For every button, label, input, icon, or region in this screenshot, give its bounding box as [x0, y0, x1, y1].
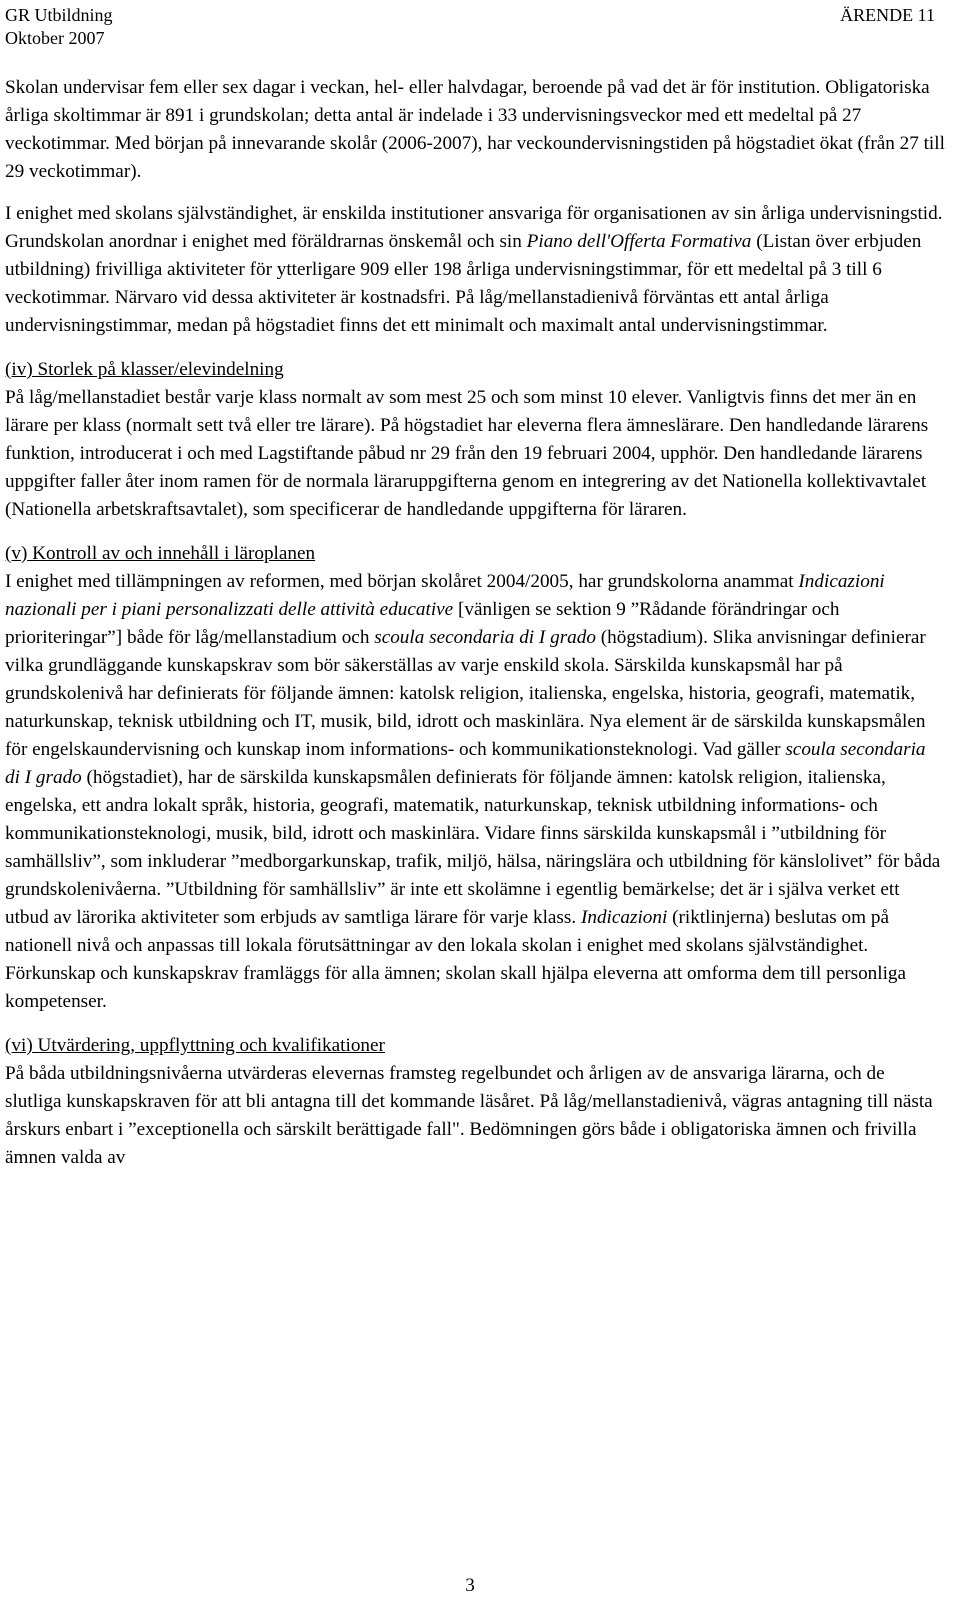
paragraph-school-autonomy: I enighet med skolans självständighet, är enskilda institutioner ansvariga för organisationen av sin årliga undervisningstid. Grundskolan anordnar i enighet med föräldrarnas önskemål och sin Piano dell'Offerta Formativa (Listan över erbjuden utbildning) frivilliga aktiviteter för ytterligare 909 eller 198 årliga undervisningstimmar, för ett medeltal på 3 till 6 veckotimmar. Närvaro vid dessa aktiviteter är kostnadsfri. På låg/mellanstadienivå förväntas ett antal årliga undervisningstimmar, medan på högstadiet finns det ett minimalt och maximalt antal undervisningstimmar. — [5, 203, 943, 336]
section-text-vi: På båda utbildningsnivåerna utvärderas elevernas framsteg regelbundet och årligen av de ansvariga lärarna, och de slutliga kunskapskraven för att bli antagna till det kommande läsåret. På låg/mellanstadienivå, vägras antagning till nästa årskurs enbart i ”exceptionella och särskilt berättigade fall". Bedömningen görs både i obligatoriska ämnen och frivilla ämnen valda av — [5, 1063, 933, 1168]
paragraph-school-hours: Skolan undervisar fem eller sex dagar i veckan, hel- eller halvdagar, beroende på vad det är för institution. Obligatoriska årliga skoltimmar är 891 i grundskolan; detta antal är indelade i 33 undervisningsveckor med ett medeltal på 27 veckotimmar. Med början på innevarande skolår (2006-2007), har veckoundervisningstiden på högstadiet ökat (från 27 till 29 veckotimmar). — [5, 77, 945, 182]
page-number: 3 — [465, 1575, 475, 1596]
header-org: GR Utbildning — [5, 5, 113, 25]
section-heading-iv: (iv) Storlek på klasser/elevindelning — [5, 359, 284, 380]
document-body — [5, 74, 945, 1172]
header-case: ÄRENDE 11 — [840, 5, 935, 25]
document-page — [5, 0, 950, 1611]
italic-term: Piano dell'Offerta Formativa — [526, 231, 752, 252]
section-text-iv: På låg/mellanstadiet består varje klass normalt av som mest 25 och som minst 10 elever. Vanligtvis finns det mer än en lärare per klass (normalt sett två eller tre lärare). På högstadiet har eleverna flera ämneslärare. Den handledande lärarens funktion, introducerat i och med Lagstiftande påbud nr 29 från den 19 februari 2004, upphör. Den handledande lärarens uppgifter faller åter inom ramen för de normala läraruppgifterna genom en integrering av det Nationella kollektivavtalet (Nationella arbetskraftsavtalet), som specificerar de handledande uppgifterna för läraren. — [5, 387, 929, 520]
section-heading-v: (v) Kontroll av och innehåll i läroplanen — [5, 543, 316, 564]
section-heading-vi: (vi) Utvärdering, uppflyttning och kvalifikationer — [5, 1035, 385, 1056]
header-date: Oktober 2007 — [5, 28, 105, 48]
section-text-v: I enighet med tillämpningen av reformen, med början skolåret 2004/2005, har grundskolorna anammat Indicazioni nazionali per i piani personalizzati delle attività educative [vänligen se sektion 9 ”Rådande förändringar och prioriteringar”] både för låg/mellanstadium och scoula secondaria di I grado (högstadium). Slika anvisningar definierar vilka grundläggande kunskapskrav som bör säkerställas av varje enskild skola. Särskilda kunskapsmål har på grundskolenivå har definierats för följande ämnen: katolsk religion, italienska, engelska, historia, geografi, matematik, naturkunskap, teknisk utbildning och IT, musik, bild, idrott och maskinlära. Nya element är de särskilda kunskapsmålen för engelskaundervisning och kunskap inom informations- och kommunikationsteknologi. Vad gäller scoula secondaria di I grado (högstadiet), har de särskilda kunskapsmålen definierats för följande ämnen: katolsk religion, italienska, engelska, ett andra lokalt språk, historia, geografi, matematik, naturkunskap, teknisk utbildning informations- och kommunikationsteknologi, musik, bild, idrott och maskinlära. Vidare finns särskilda kunskapsmål i ”utbildning för samhällsliv”, som inkluderar ”medborgarkunskap, trafik, miljö, hälsa, näringslära och utbildning för känslolivet” för båda grundskolenivåerna. ”Utbildning för samhällsliv” är inte ett skolämne i egentlig bemärkelse; det är i själva verket ett utbud av lärorika aktiviteter som erbjuds av samtliga lärare för varje klass. Indicazioni (riktlinjerna) beslutas om på nationell nivå och anpassas till lokala förutsättningar av den lokala skolan i enighet med skolans självständighet. Förkunskap och kunskapskrav framläggs för alla ämnen; skolan skall hjälpa eleverna att omforma dem till personliga kompetenser. — [5, 571, 941, 1012]
